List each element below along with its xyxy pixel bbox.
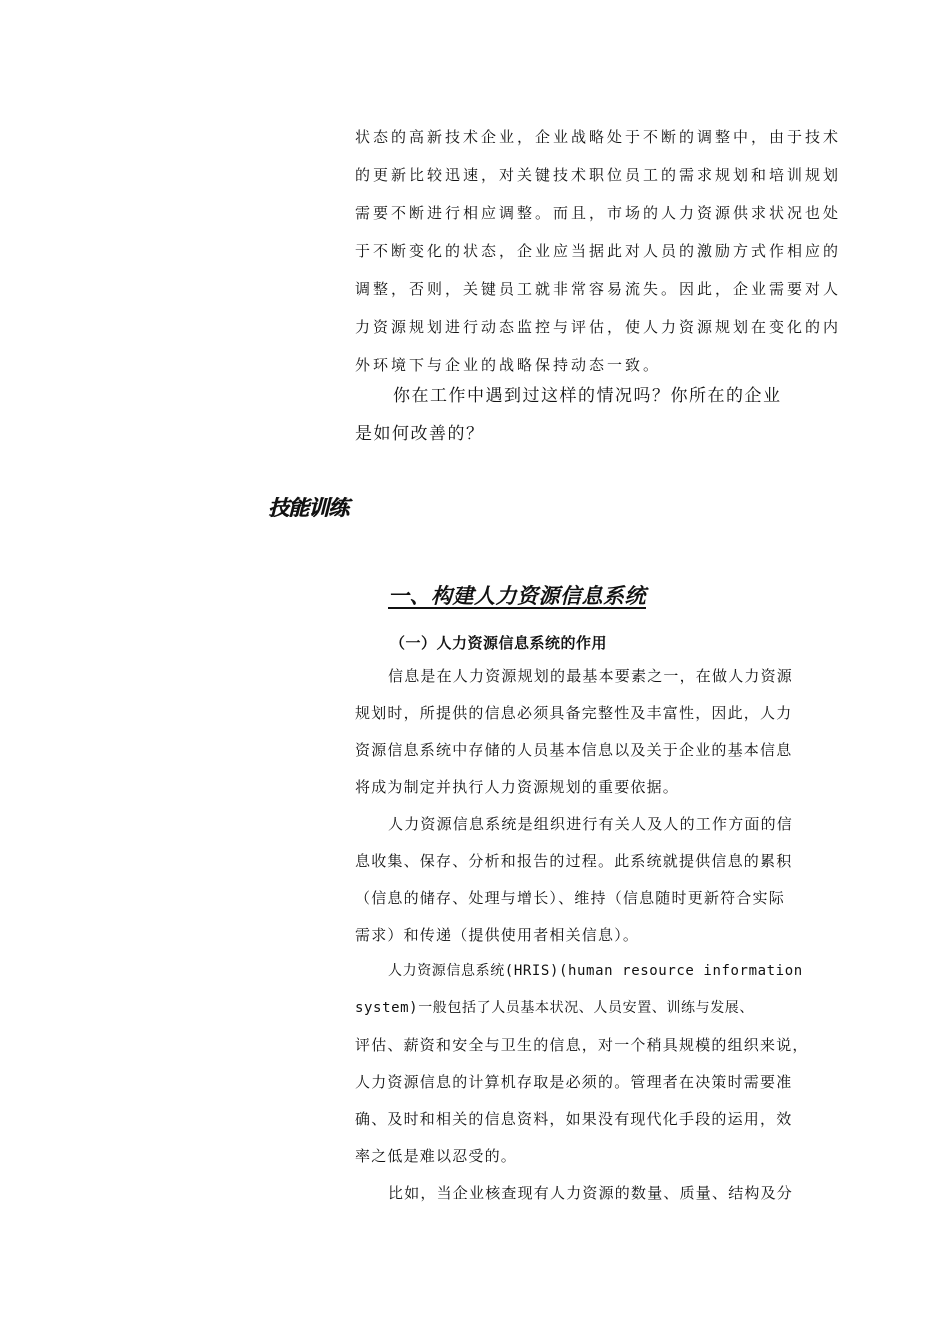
paragraph-line: 人力资源信息系统(HRIS)(human resource information	[388, 963, 803, 979]
paragraph-line: 将成为制定并执行人力资源规划的重要依据。	[355, 778, 680, 796]
paragraph-line: 人力资源信息的计算机存取是必须的。管理者在决策时需要准	[355, 1073, 793, 1091]
case-text-line: 需要不断进行相应调整。而且，市场的人力资源供求状况也处	[355, 204, 842, 222]
paragraph-line: 确、及时和相关的信息资料，如果没有现代化手段的运用，效	[355, 1110, 793, 1128]
paragraph-line: system)一般包括了人员基本状况、人员安置、训练与发展、	[355, 1000, 754, 1016]
paragraph-line: 需求）和传递（提供使用者相关信息）。	[355, 926, 640, 944]
case-text-line: 调整，否则，关键员工就非常容易流失。因此，企业需要对人	[355, 280, 842, 298]
paragraph-line: 率之低是难以忍受的。	[355, 1147, 518, 1165]
paragraph-line: （信息的储存、处理与增长）、维持（信息随时更新符合实际	[355, 889, 785, 907]
question-line-1: 你在工作中遇到过这样的情况吗？你所在的企业	[393, 386, 782, 406]
case-text-line: 外环境下与企业的战略保持动态一致。	[355, 356, 662, 374]
case-text-line: 力资源规划进行动态监控与评估，使人力资源规划在变化的内	[355, 318, 842, 336]
case-text-line: 的更新比较迅速，对关键技术职位员工的需求规划和培训规划	[355, 166, 842, 184]
question-line-2: 是如何改善的？	[355, 424, 485, 444]
case-text-line: 状态的高新技术企业，企业战略处于不断的调整中，由于技术	[355, 128, 842, 146]
subsection-heading: （一）人力资源信息系统的作用	[390, 634, 608, 652]
paragraph-line: 规划时，所提供的信息必须具备完整性及丰富性，因此，人力	[355, 704, 793, 722]
paragraph-line: 息收集、保存、分析和报告的过程。此系统就提供信息的累积	[355, 852, 793, 870]
paragraph-line: 评估、薪资和安全与卫生的信息，对一个稍具规模的组织来说，	[355, 1036, 809, 1054]
paragraph-line: 人力资源信息系统是组织进行有关人及人的工作方面的信	[388, 815, 794, 833]
paragraph-line: 信息是在人力资源规划的最基本要素之一，在做人力资源	[388, 667, 794, 685]
section-heading: 一、构建人力资源信息系统	[388, 584, 646, 608]
case-text-line: 于不断变化的状态，企业应当据此对人员的激励方式作相应的	[355, 242, 842, 260]
paragraph-line: 资源信息系统中存储的人员基本信息以及关于企业的基本信息	[355, 741, 793, 759]
skill-training-heading: 技能训练	[268, 496, 348, 520]
paragraph-line: 比如，当企业核查现有人力资源的数量、质量、结构及分	[388, 1184, 794, 1202]
